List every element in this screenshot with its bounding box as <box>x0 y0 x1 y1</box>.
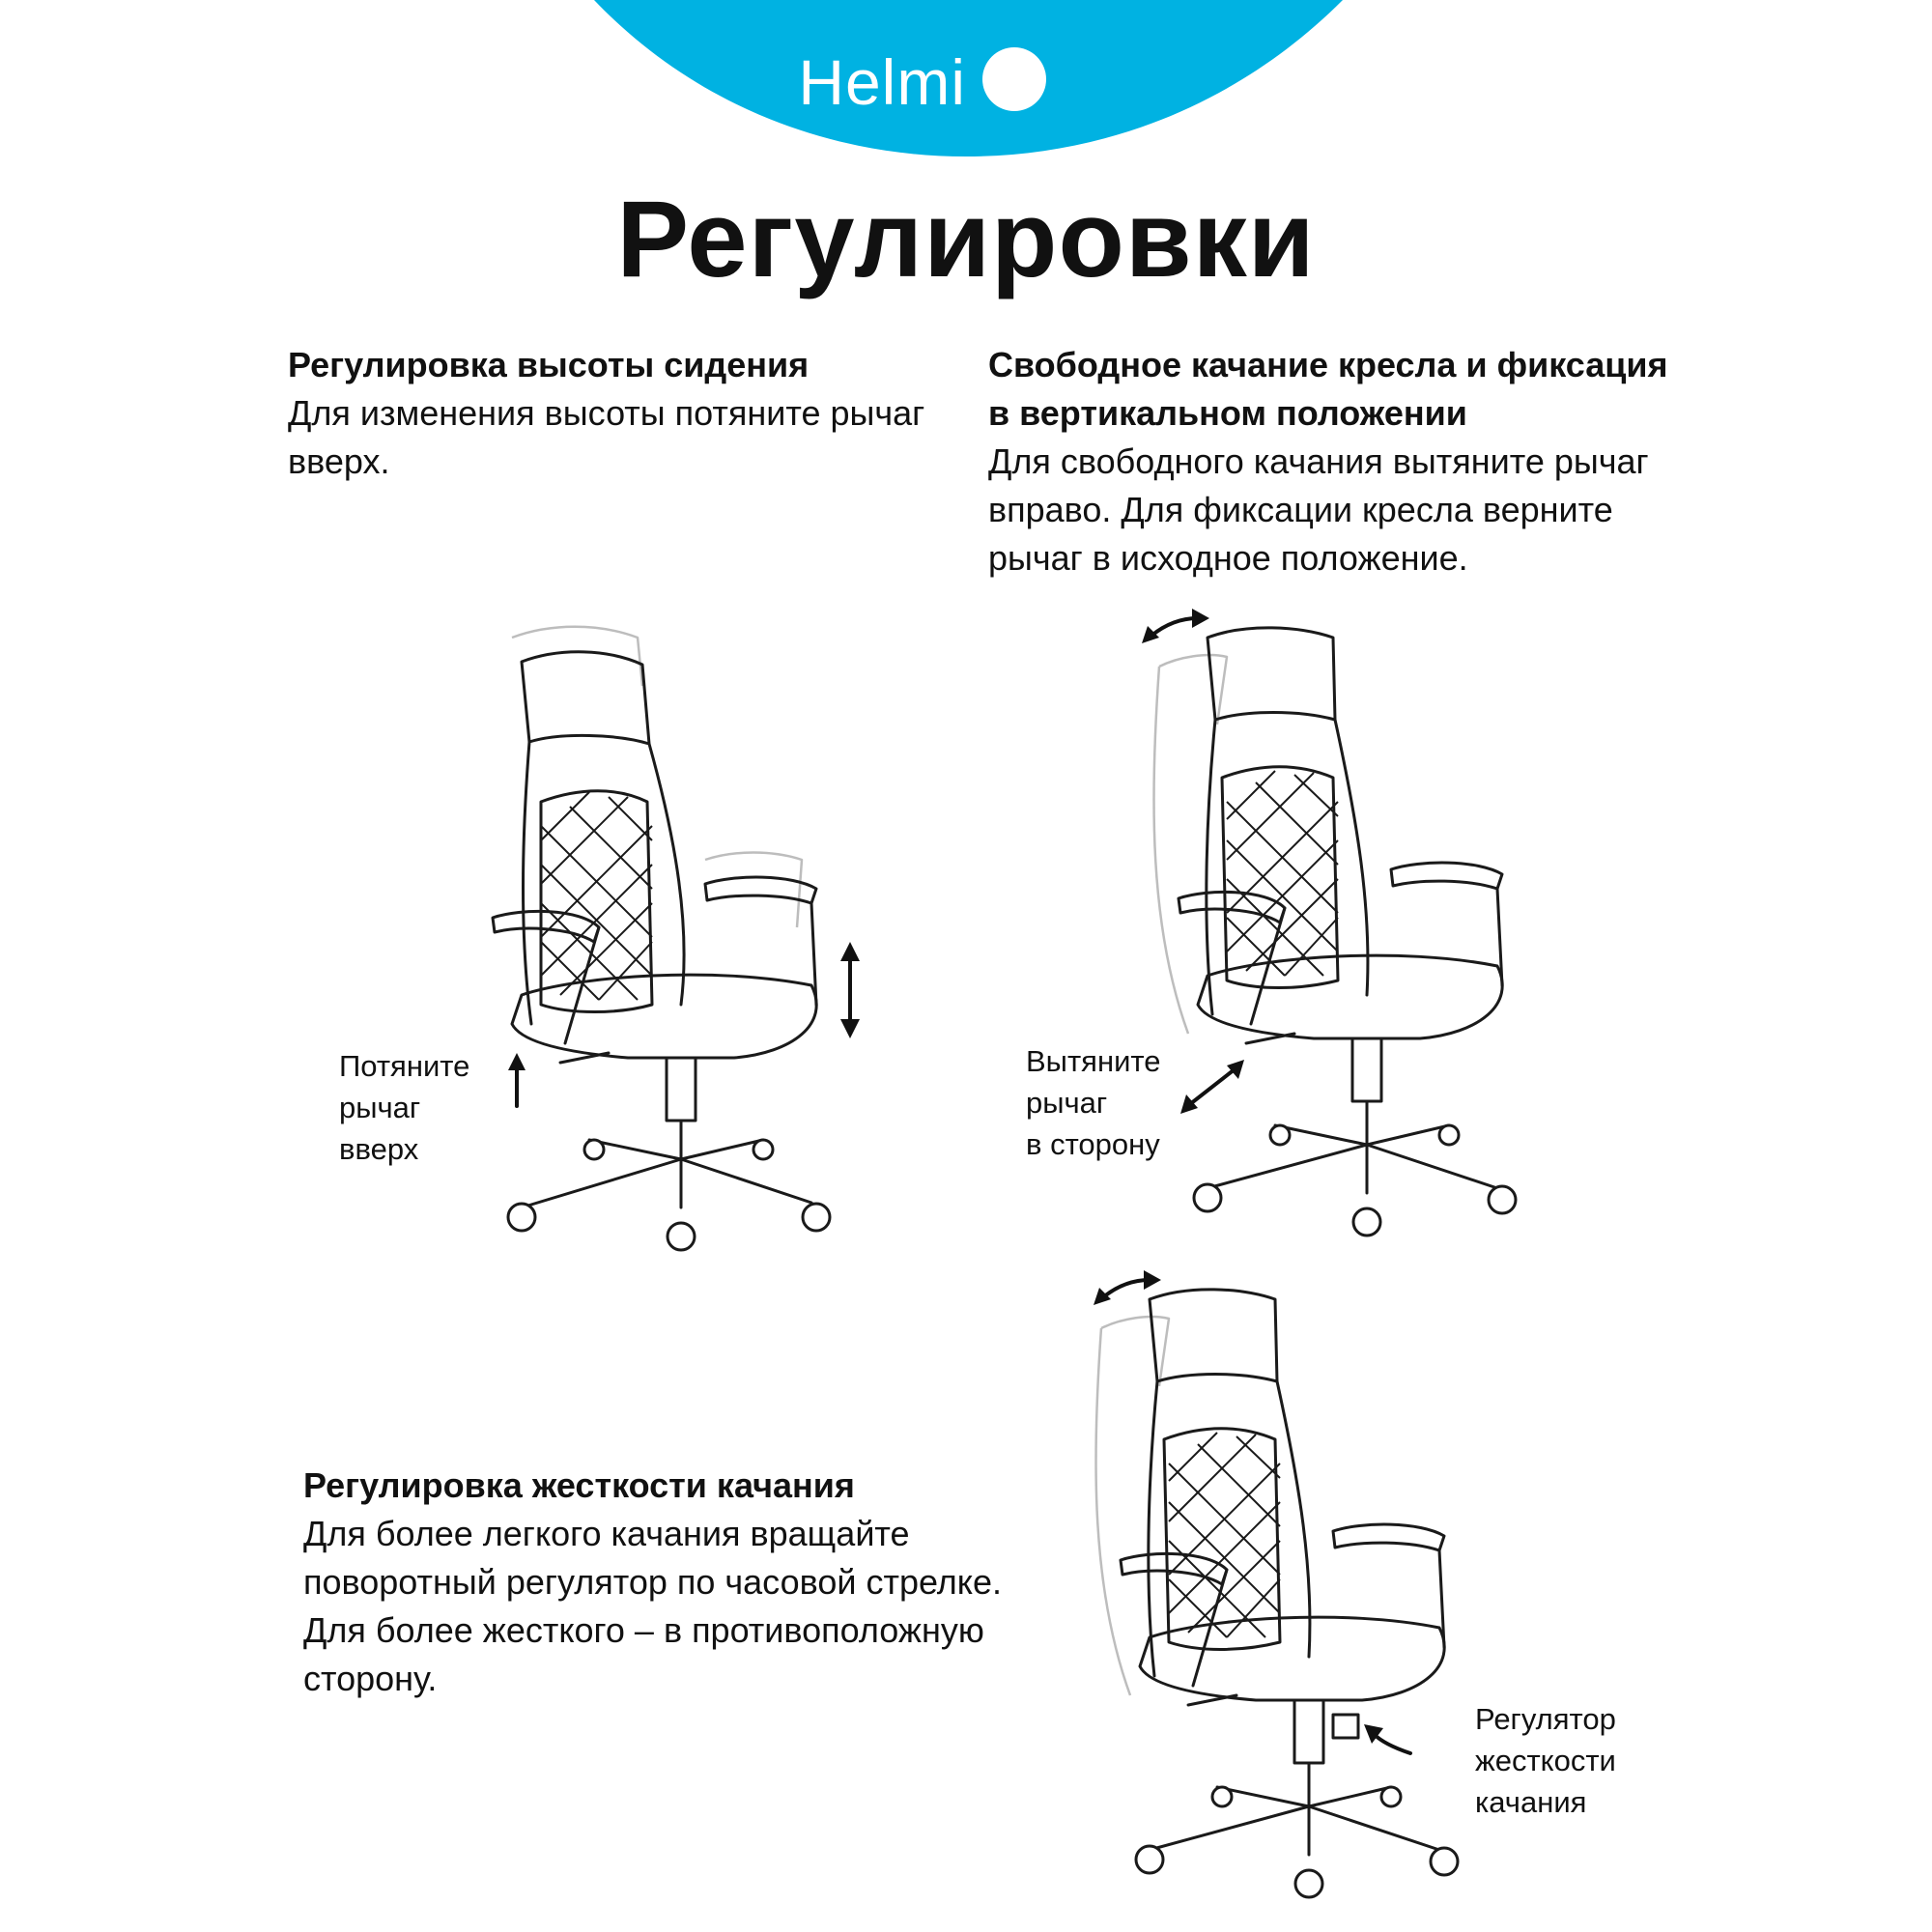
chair-drawing <box>1121 1290 1458 1897</box>
section-tension <box>303 1462 1095 1703</box>
section-tilt-heading-line: в вертикальном положении <box>988 393 1467 433</box>
page-title: Регулировки <box>616 179 1316 299</box>
brand-arc <box>594 0 1343 156</box>
chair-illustration-height <box>483 618 869 1256</box>
vertical-double-arrow-icon <box>840 942 860 1038</box>
up-arrow-icon <box>502 1053 531 1111</box>
caption-line: жесткости <box>1475 1744 1616 1777</box>
section-tilt-text-line: Для свободного качания вытяните рычаг <box>988 441 1649 481</box>
section-height-text-line: Для изменения высоты потяните рычаг <box>288 393 925 433</box>
section-tilt-text-line: вправо. Для фиксации кресла верните <box>988 490 1613 529</box>
brand-logo-text: Helmi <box>798 46 966 118</box>
section-tilt <box>988 341 1761 582</box>
caption-line: вверх <box>339 1132 419 1166</box>
diagonal-double-arrow-icon <box>1179 1058 1246 1116</box>
chair-drawing <box>493 652 830 1250</box>
curved-arrow-icon <box>1364 1724 1410 1753</box>
section-height <box>288 341 983 486</box>
section-height-text-line: вверх. <box>288 441 390 481</box>
caption-line: рычаг <box>339 1091 421 1124</box>
section-tension-text-line: поворотный регулятор по часовой стрелке. <box>303 1562 1002 1602</box>
brand-header <box>0 0 1932 164</box>
chair-illustration-tilt <box>1140 609 1546 1256</box>
section-tension-text-line: Для более легкого качания вращайте <box>303 1514 910 1553</box>
caption-line: рычаг <box>1026 1086 1108 1120</box>
section-tilt-heading-line: Свободное качание кресла и фиксация <box>988 345 1668 384</box>
caption-line: Регулятор <box>1475 1702 1616 1736</box>
section-height-heading: Регулировка высоты сидения <box>288 345 810 384</box>
caption-pull-up <box>339 1045 469 1170</box>
chair-illustration-tension <box>1092 1270 1497 1918</box>
section-tilt-text-line: рычаг в исходное положение. <box>988 538 1468 578</box>
caption-line: качания <box>1475 1785 1587 1819</box>
section-tension-heading: Регулировка жесткости качания <box>303 1465 855 1505</box>
chair-drawing <box>1179 628 1516 1236</box>
section-tension-text-line: сторону. <box>303 1659 438 1698</box>
caption-line: Вытяните <box>1026 1044 1161 1078</box>
section-tension-text-line: Для более жесткого – в противоположную <box>303 1610 984 1650</box>
curved-double-arrow-icon <box>1142 609 1209 643</box>
caption-line: Потяните <box>339 1049 470 1083</box>
caption-line: в сторону <box>1026 1127 1160 1161</box>
brand-logo-circle-icon <box>982 47 1046 111</box>
